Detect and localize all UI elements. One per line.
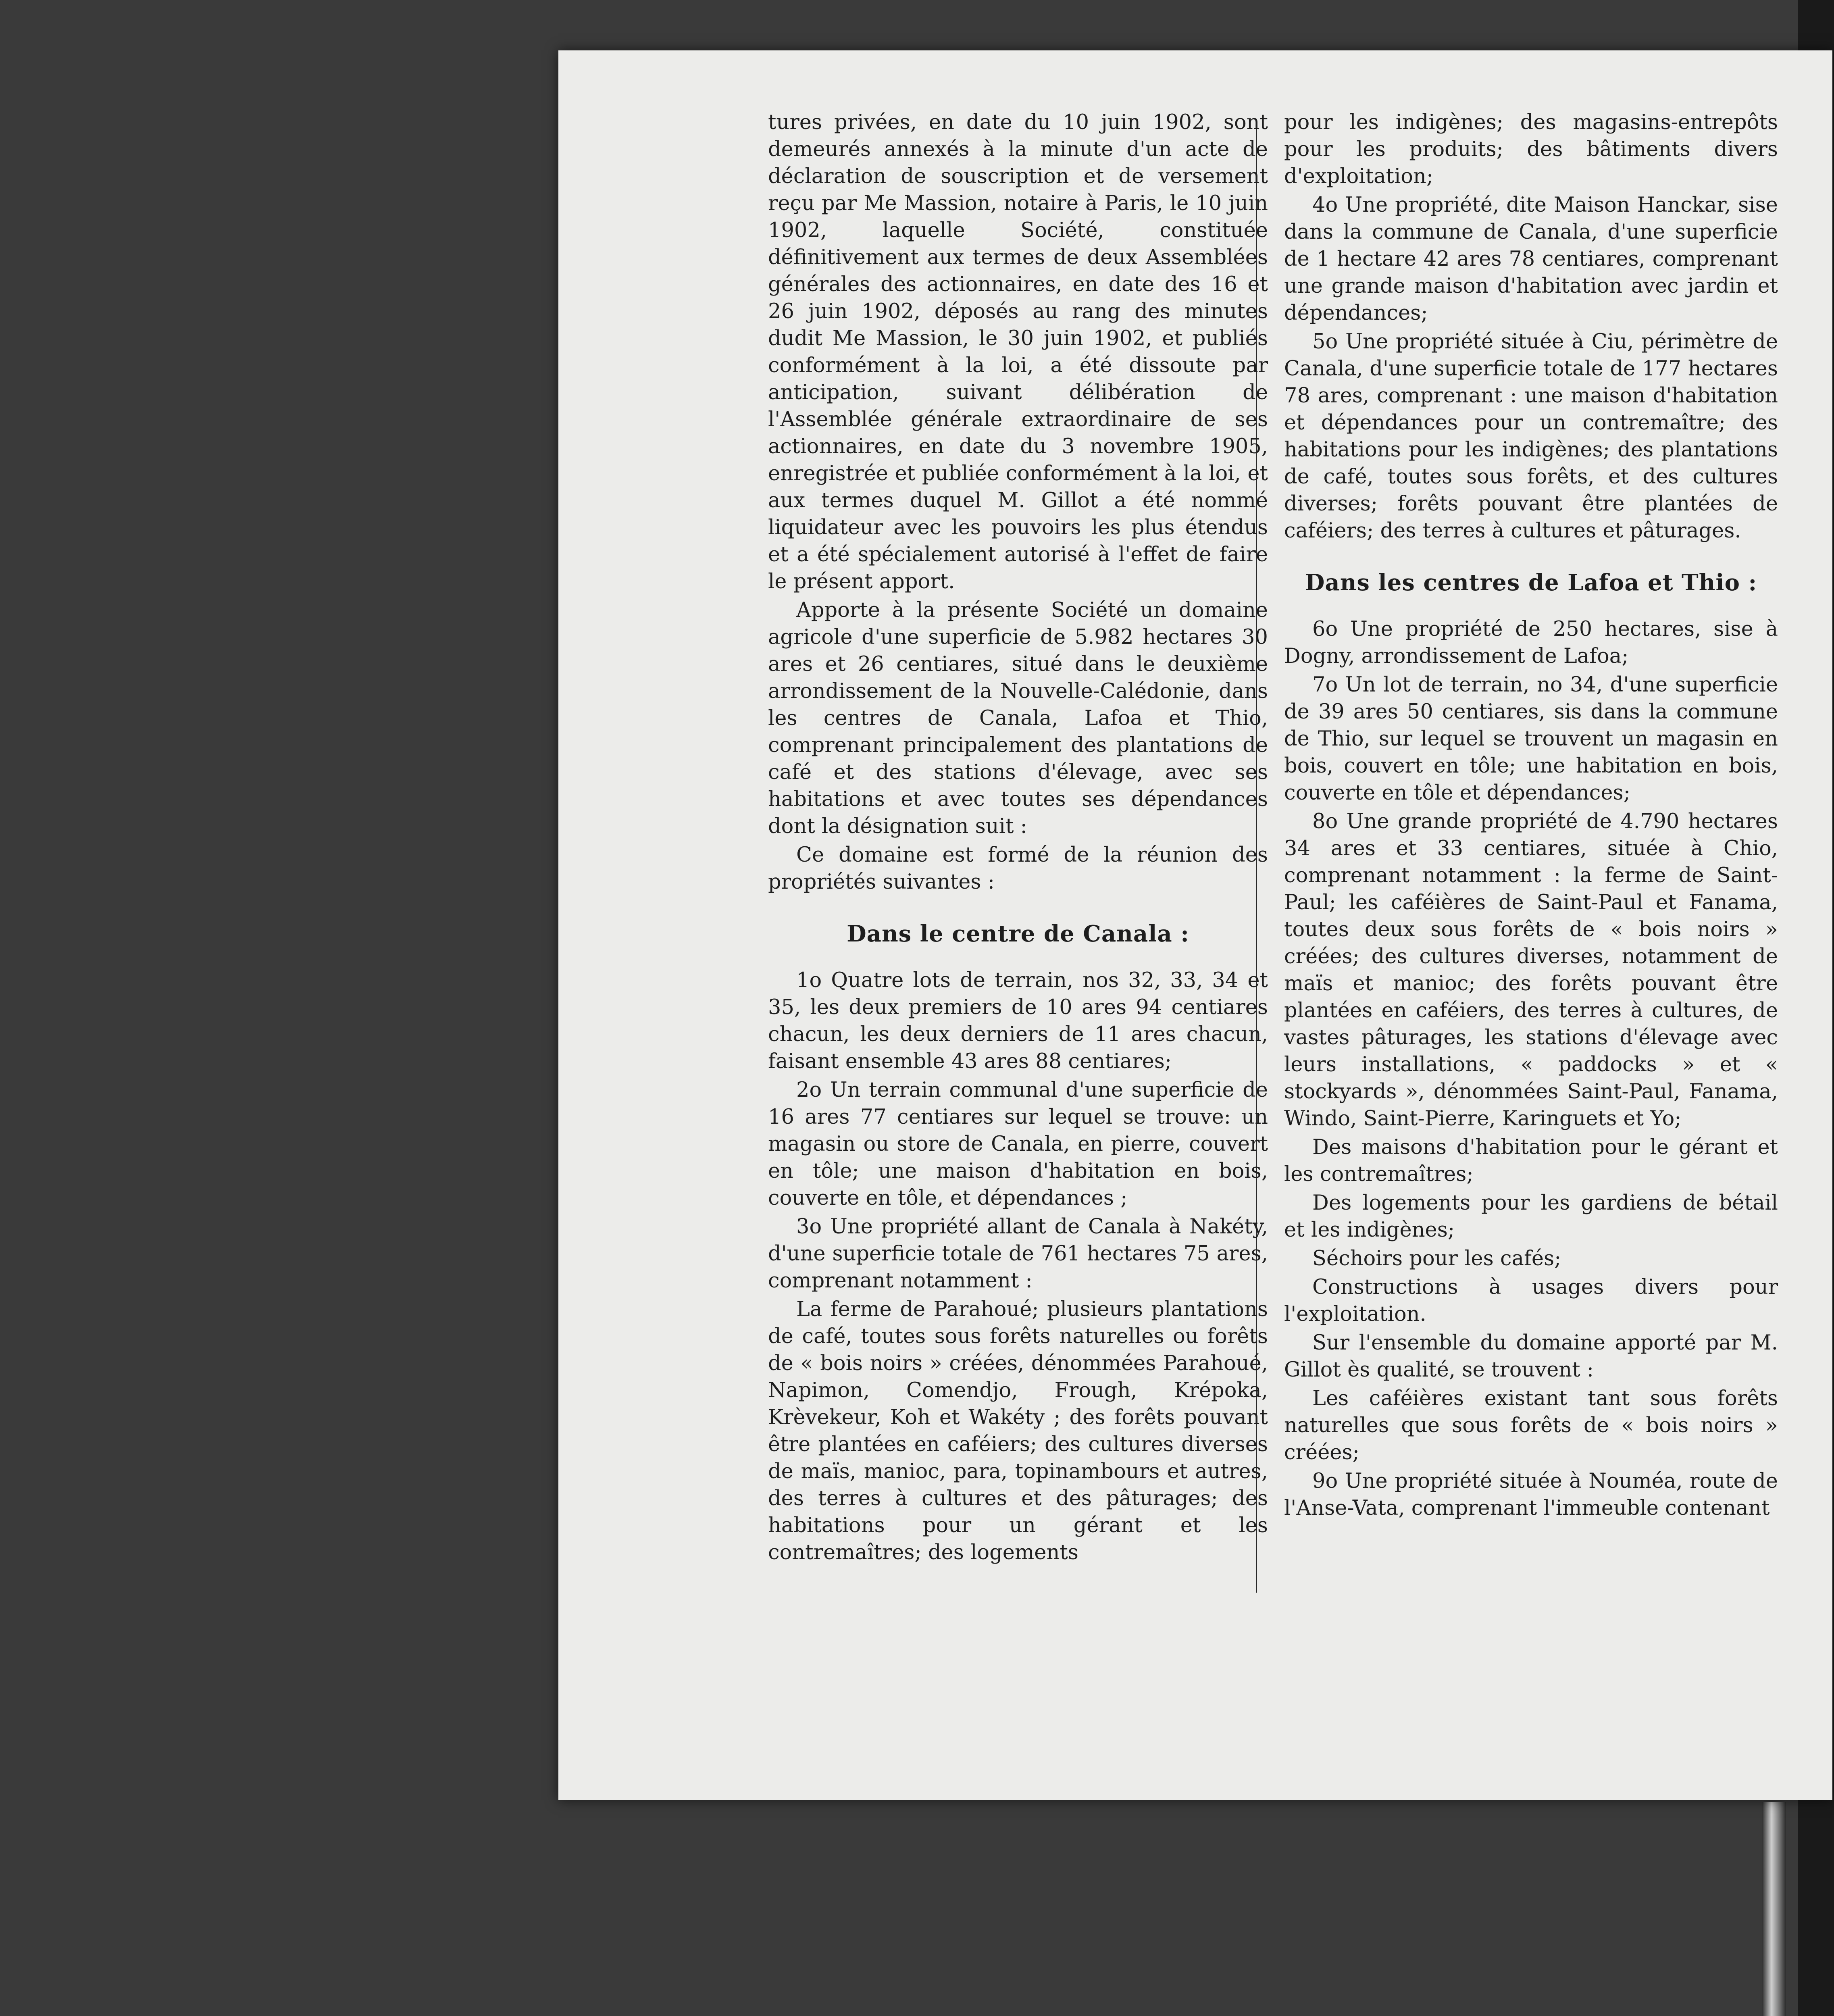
paragraph: Des maisons d'habitation pour le gérant et les contremaîtres; bbox=[1284, 1135, 1778, 1186]
paragraph: Des logements pour les gardiens de bétail et les indigènes; bbox=[1284, 1191, 1778, 1242]
paragraph: tures privées, en date du 10 juin 1902, sont demeurés annexés à la minute d'un acte de déclaration de souscription et de versement reçu par Me Massion, notaire à Paris, le 10 juin 1902, laquelle Société, constituée définitivement aux termes de deux Assemblées générales des actionnaires, en date des 16 et 26 juin 1902, déposés au rang des minutes dudit Me Massion, le 30 juin 1902, et publiés conformément à la loi, a été dissoute par anticipation, suivant délibération de l'Assemblée générale extraordinaire de ses actionnaires, en date du 3 novembre 1905, enregistrée et publiée conformément à la loi, et aux termes duquel M. Gillot a été nommé liquidateur avec les pouvoirs les plus étendus et a été spécialement autorisé à l'effet de faire le présent apport. bbox=[768, 110, 1268, 594]
page-edge bbox=[1762, 1802, 1786, 2016]
paragraph: 7o Un lot de terrain, no 34, d'une superficie de 39 ares 50 centiares, sis dans la commune de Thio, sur lequel se trouvent un magasin en bois, couvert en tôle; une habitation en bois, couverte en tôle et dépendances; bbox=[1284, 673, 1778, 805]
paragraph: 1o Quatre lots de terrain, nos 32, 33, 34 et 35, les deux premiers de 10 ares 94 centiares chacun, les deux derniers de 11 ares chacun, faisant ensemble 43 ares 88 centiares; bbox=[768, 968, 1268, 1073]
paragraph: 8o Une grande propriété de 4.790 hectares 34 ares et 33 centiares, située à Chio, comprenant notamment : la ferme de Saint-Paul; les caféières de Saint-Paul et Fanama, toutes deux sous forêts de « bois noirs » créées; des cultures diverses, notamment de maïs et manioc; des forêts pouvant être plantées en caféiers, des terres à cultures, de vastes pâturages, les stations d'élevage avec leurs installations, « paddocks » et « stockyards », dénommées Saint-Paul, Fanama, Windo, Saint-Pierre, Karinguets et Yo; bbox=[1284, 810, 1778, 1131]
paragraph: Constructions à usages divers pour l'exploitation. bbox=[1284, 1275, 1778, 1326]
section-heading: Dans les centres de Lafoa et Thio : bbox=[1305, 569, 1757, 596]
paragraph: 6o Une propriété de 250 hectares, sise à Dogny, arrondissement de Lafoa; bbox=[1284, 617, 1778, 668]
paragraph: Séchoirs pour les cafés; bbox=[1312, 1247, 1561, 1270]
paragraph: 3o Une propriété allant de Canala à Nakéty, d'une superficie totale de 761 hectares 75 ares, comprenant notamment : bbox=[768, 1215, 1268, 1293]
paragraph: 9o Une propriété située à Nouméa, route de l'Anse-Vata, comprenant l'immeuble contenant bbox=[1284, 1469, 1778, 1520]
paragraph: 4o Une propriété, dite Maison Hanckar, sise dans la commune de Canala, d'une superficie de 1 hectare 42 ares 78 centiares, comprenant une grande maison d'habitation avec jardin et dépendances; bbox=[1284, 193, 1778, 325]
paragraph: 5o Une propriété située à Ciu, périmètre de Canala, d'une superficie totale de 177 hectares 78 ares, comprenant : une maison d'habitation et dépendances pour un contremaître; des habitations pour les indigènes; des plantations de café, toutes sous forêts, et des cultures diverses; forêts pouvant être plantées de caféiers; des terres à cultures et pâturages. bbox=[1284, 330, 1778, 543]
paragraph: pour les indigènes; des magasins-entrepôts pour les produits; des bâtiments divers d'exploitation; bbox=[1284, 110, 1778, 188]
section-heading: Dans le centre de Canala : bbox=[847, 921, 1189, 947]
paragraph: Ce domaine est formé de la réunion des propriétés suivantes : bbox=[768, 843, 1268, 894]
paragraph: Sur l'ensemble du domaine apporté par M. Gillot ès qualité, se trouvent : bbox=[1284, 1331, 1778, 1382]
left-column bbox=[768, 109, 1268, 1568]
right-column bbox=[1284, 109, 1778, 1523]
paragraph: Les caféières existant tant sous forêts naturelles que sous forêts de « bois noirs » créées; bbox=[1284, 1387, 1778, 1464]
paragraph: La ferme de Parahoué; plusieurs plantations de café, toutes sous forêts naturelles ou forêts de « bois noirs » créées, dénommées Parahoué, Napimon, Comendjo, Frough, Krépoka, Krèvekeur, Koh et Wakéty ; des forêts pouvant être plantées en caféiers; des cultures diverses de maïs, manioc, para, topinambours et autres, des terres à cultures et des pâturages; des habitations pour un gérant et les contremaîtres; des logements bbox=[768, 1297, 1268, 1564]
paragraph: 2o Un terrain communal d'une superficie de 16 ares 77 centiares sur lequel se trouve: un magasin ou store de Canala, en pierre, couvert en tôle; une maison d'habitation en bois, couverte en tôle, et dépendances ; bbox=[768, 1078, 1268, 1210]
paragraph: Apporte à la présente Société un domaine agricole d'une superficie de 5.982 hectares 30 ares et 26 centiares, situé dans le deuxième arrondissement de la Nouvelle-Calédonie, dans les centres de Canala, Lafoa et Thio, comprenant principalement des plantations de café et des stations d'élevage, avec ses habitations et avec toutes ses dépendances dont la désignation suit : bbox=[768, 598, 1268, 838]
